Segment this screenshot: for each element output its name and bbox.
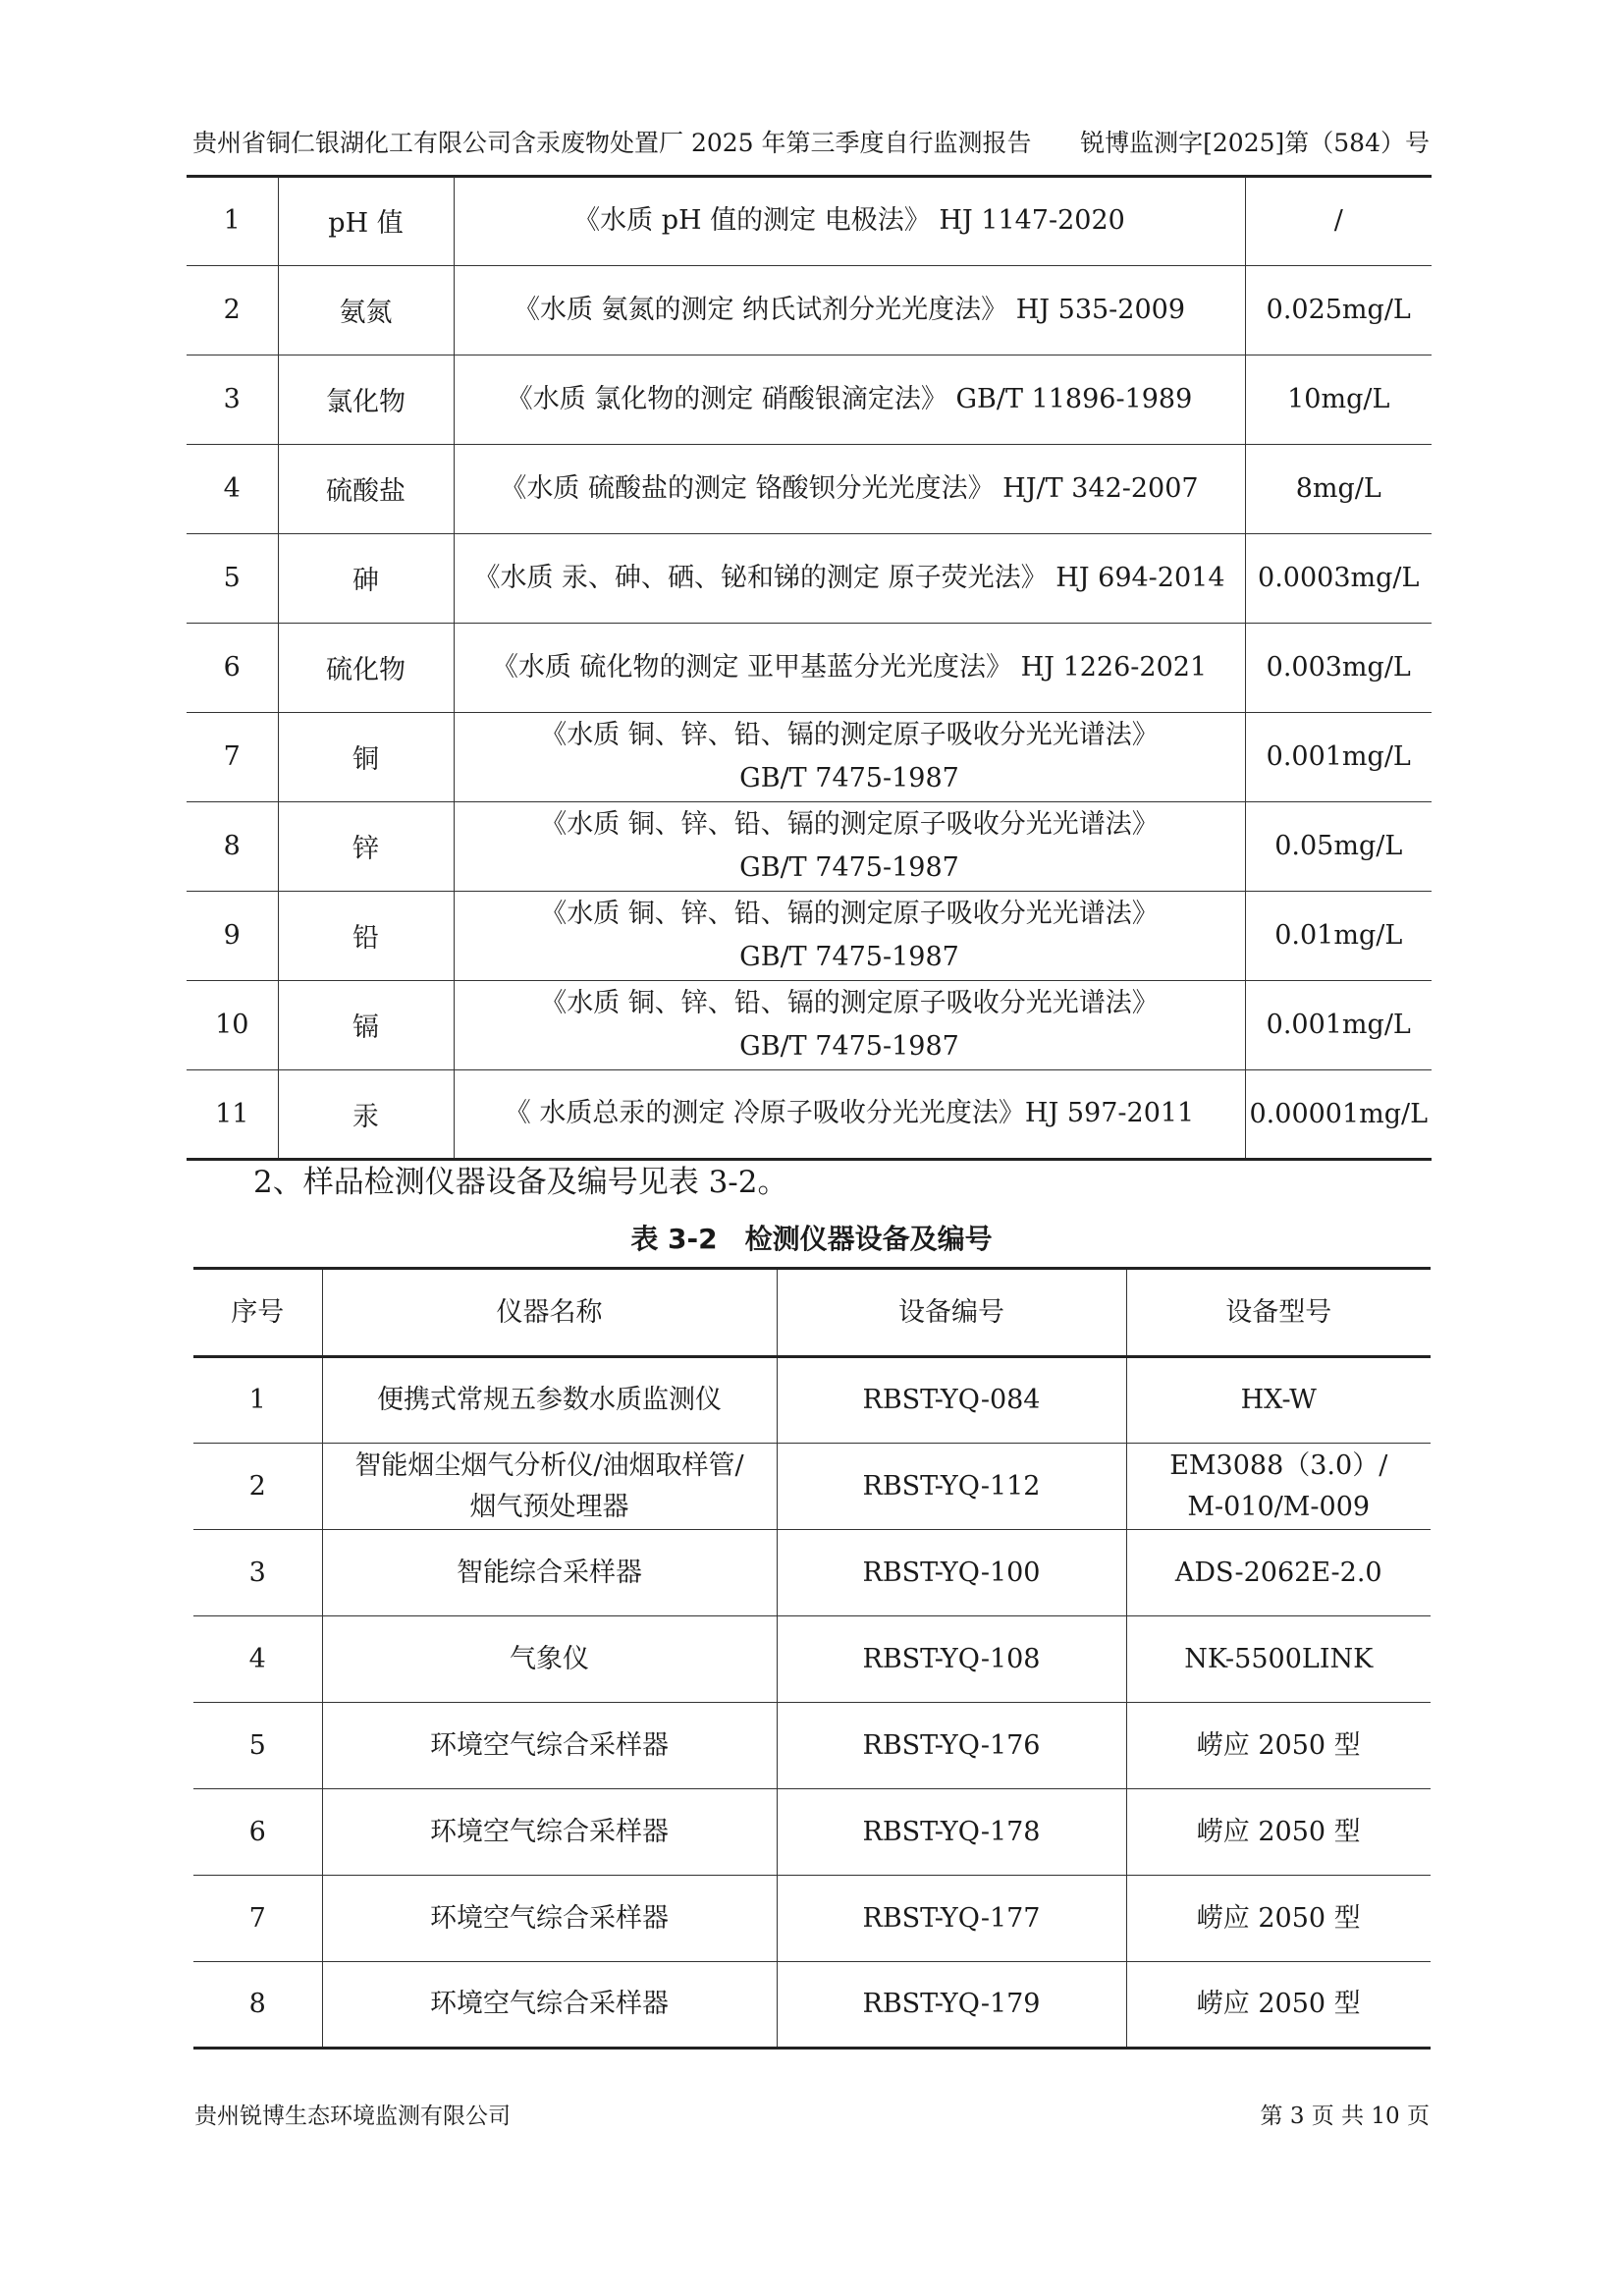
test-method <box>454 801 1245 891</box>
row-number: 7 <box>187 712 278 801</box>
instrument-name <box>322 1444 777 1530</box>
table-row <box>193 1789 1431 1876</box>
instrument-code: RBST-YQ-108 <box>777 1616 1126 1703</box>
row-number: 5 <box>193 1703 322 1789</box>
instrument-model <box>1126 1789 1431 1876</box>
detection-limit: 0.05mg/L <box>1245 801 1432 891</box>
instrument-name-line1: 气象仪 <box>510 1643 589 1674</box>
instrument-table <box>193 1267 1431 2050</box>
test-method <box>454 265 1245 355</box>
test-item: 氨氮 <box>278 265 454 355</box>
instrument-model <box>1126 1703 1431 1789</box>
table-row <box>193 1876 1431 1962</box>
instrument-name-line1: 便携式常规五参数水质监测仪 <box>377 1385 722 1415</box>
table-row <box>187 801 1432 891</box>
instrument-name-line1: 环境空气综合采样器 <box>430 1989 669 2019</box>
row-number: 8 <box>187 801 278 891</box>
row-number: 8 <box>193 1962 322 2049</box>
test-method <box>454 177 1245 265</box>
test-item: pH 值 <box>278 177 454 265</box>
detection-limit: 8mg/L <box>1245 444 1432 533</box>
table-row <box>193 1444 1431 1530</box>
table-row <box>187 891 1432 980</box>
table-row <box>187 1069 1432 1159</box>
instrument-code: RBST-YQ-112 <box>777 1444 1126 1530</box>
test-method-line1: 《水质 铜、锌、铅、镉的测定原子吸收分光光谱法》 <box>540 987 1159 1018</box>
row-number: 2 <box>187 265 278 355</box>
row-number: 7 <box>193 1876 322 1962</box>
row-number: 2 <box>193 1444 322 1530</box>
instrument-model <box>1126 1530 1431 1616</box>
table-row <box>187 623 1432 712</box>
row-number: 5 <box>187 533 278 623</box>
detection-limit: 0.0003mg/L <box>1245 533 1432 623</box>
row-number: 10 <box>187 980 278 1069</box>
instrument-code: RBST-YQ-100 <box>777 1530 1126 1616</box>
test-method-line2: GB/T 7475-1987 <box>739 851 959 883</box>
page-header <box>192 118 1430 161</box>
row-number: 11 <box>187 1069 278 1159</box>
instrument-model <box>1126 1962 1431 2049</box>
instrument-code: RBST-YQ-177 <box>777 1876 1126 1962</box>
detection-limit: 0.00001mg/L <box>1245 1069 1432 1159</box>
table-header-row <box>193 1269 1431 1357</box>
test-method <box>454 444 1245 533</box>
instrument-code: RBST-YQ-176 <box>777 1703 1126 1789</box>
test-item: 铅 <box>278 891 454 980</box>
test-method-line1: 《 水质总汞的测定 冷原子吸收分光光度法》HJ 597-2011 <box>504 1098 1195 1128</box>
header-cell-no: 序号 <box>193 1269 322 1357</box>
test-item: 氯化物 <box>278 355 454 444</box>
instrument-paragraph: 2、样品检测仪器设备及编号见表 3-2。 <box>253 1165 788 1200</box>
test-method-line1: 《水质 铜、锌、铅、镉的测定原子吸收分光光谱法》 <box>540 808 1159 840</box>
table-row <box>187 444 1432 533</box>
instrument-model-line1: 崂应 2050 型 <box>1196 1816 1361 1847</box>
instrument-name-line1: 智能综合采样器 <box>457 1557 642 1588</box>
table-row <box>193 1962 1431 2049</box>
header-cell-model: 设备型号 <box>1126 1269 1431 1357</box>
test-method-line1: 《水质 铜、锌、铅、镉的测定原子吸收分光光谱法》 <box>540 898 1159 929</box>
instrument-name-line1: 环境空气综合采样器 <box>430 1902 669 1934</box>
table-caption <box>0 1218 1623 1257</box>
detection-limit: 0.003mg/L <box>1245 623 1432 712</box>
instrument-model-line1: EM3088（3.0）/ <box>1169 1449 1388 1481</box>
test-method <box>454 533 1245 623</box>
row-number: 4 <box>193 1616 322 1703</box>
instrument-name-line1: 智能烟尘烟气分析仪/油烟取样管/ <box>354 1449 744 1481</box>
instrument-name-line2: 烟气预处理器 <box>469 1491 629 1522</box>
instrument-model <box>1126 1357 1431 1444</box>
test-method-line2: GB/T 7475-1987 <box>739 1030 959 1062</box>
row-number: 9 <box>187 891 278 980</box>
footer-page-info: 第 3 页 共 10 页 <box>1260 2104 1430 2129</box>
instrument-name <box>322 1789 777 1876</box>
test-method <box>454 891 1245 980</box>
row-number: 1 <box>193 1357 322 1444</box>
test-item: 铜 <box>278 712 454 801</box>
table-row <box>187 533 1432 623</box>
instrument-name <box>322 1876 777 1962</box>
instrument-name-line1: 环境空气综合采样器 <box>430 1729 669 1761</box>
instrument-model <box>1126 1876 1431 1962</box>
instrument-name-line1: 环境空气综合采样器 <box>430 1816 669 1847</box>
test-method <box>454 980 1245 1069</box>
test-method-line1: 《水质 硫酸盐的测定 铬酸钡分光光度法》 HJ/T 342-2007 <box>500 472 1199 504</box>
test-method <box>454 623 1245 712</box>
report-number: 锐博监测字[2025]第（584）号 <box>1080 129 1430 157</box>
footer-company: 贵州锐博生态环境监测有限公司 <box>194 2104 511 2129</box>
instrument-code: RBST-YQ-084 <box>777 1357 1126 1444</box>
instrument-model-line1: 崂应 2050 型 <box>1196 1729 1361 1761</box>
test-method-line1: 《水质 氨氮的测定 纳氏试剂分光光度法》 HJ 535-2009 <box>513 294 1186 325</box>
test-method-line1: 《水质 汞、砷、硒、铋和锑的测定 原子荧光法》 HJ 694-2014 <box>473 562 1225 593</box>
table-row <box>193 1616 1431 1703</box>
test-item: 砷 <box>278 533 454 623</box>
header-cell-code: 设备编号 <box>777 1269 1126 1357</box>
row-number: 4 <box>187 444 278 533</box>
instrument-name <box>322 1530 777 1616</box>
report-title: 贵州省铜仁银湖化工有限公司含汞废物处置厂 2025 年第三季度自行监测报告 <box>192 129 1032 157</box>
detection-limit: 0.01mg/L <box>1245 891 1432 980</box>
detection-limit: 0.025mg/L <box>1245 265 1432 355</box>
row-number: 6 <box>187 623 278 712</box>
instrument-model-line1: 崂应 2050 型 <box>1196 1902 1361 1934</box>
detection-limit: 0.001mg/L <box>1245 712 1432 801</box>
test-item: 硫化物 <box>278 623 454 712</box>
instrument-name <box>322 1357 777 1444</box>
header-cell-name: 仪器名称 <box>322 1269 777 1357</box>
instrument-code: RBST-YQ-179 <box>777 1962 1126 2049</box>
detection-limit: / <box>1245 177 1432 265</box>
instrument-model <box>1126 1616 1431 1703</box>
test-method <box>454 712 1245 801</box>
test-method-line1: 《水质 铜、锌、铅、镉的测定原子吸收分光光谱法》 <box>540 719 1159 750</box>
table-row <box>187 355 1432 444</box>
instrument-model-line1: HX-W <box>1240 1385 1317 1415</box>
detection-limit: 10mg/L <box>1245 355 1432 444</box>
test-method <box>454 355 1245 444</box>
instrument-name <box>322 1616 777 1703</box>
test-item: 镉 <box>278 980 454 1069</box>
detection-limit: 0.001mg/L <box>1245 980 1432 1069</box>
table-row <box>187 265 1432 355</box>
row-number: 6 <box>193 1789 322 1876</box>
table-row <box>187 980 1432 1069</box>
test-item: 硫酸盐 <box>278 444 454 533</box>
test-item: 汞 <box>278 1069 454 1159</box>
instrument-name <box>322 1703 777 1789</box>
methods-table <box>187 177 1432 1161</box>
row-number: 3 <box>193 1530 322 1616</box>
row-number: 1 <box>187 177 278 265</box>
test-method-line2: GB/T 7475-1987 <box>739 941 959 972</box>
caption-label: 表 3-2 <box>630 1223 718 1255</box>
instrument-model-line2: M-010/M-009 <box>1187 1491 1371 1522</box>
test-method-line1: 《水质 氯化物的测定 硝酸银滴定法》 GB/T 11896-1989 <box>506 383 1193 414</box>
test-item: 锌 <box>278 801 454 891</box>
test-method-line2: GB/T 7475-1987 <box>739 762 959 793</box>
table-row <box>187 712 1432 801</box>
caption-title: 检测仪器设备及编号 <box>744 1223 993 1255</box>
instrument-name <box>322 1962 777 2049</box>
table-row <box>193 1530 1431 1616</box>
table-row <box>187 177 1432 265</box>
instrument-model-line1: NK-5500LINK <box>1184 1643 1374 1674</box>
table-row <box>193 1703 1431 1789</box>
row-number: 3 <box>187 355 278 444</box>
instrument-model-line1: 崂应 2050 型 <box>1196 1989 1361 2019</box>
test-method <box>454 1069 1245 1159</box>
test-method-line1: 《水质 硫化物的测定 亚甲基蓝分光光度法》 HJ 1226-2021 <box>491 651 1208 683</box>
instrument-model-line1: ADS-2062E-2.0 <box>1174 1557 1382 1588</box>
test-method-line1: 《水质 pH 值的测定 电极法》 HJ 1147-2020 <box>573 204 1125 236</box>
instrument-code: RBST-YQ-178 <box>777 1789 1126 1876</box>
instrument-model <box>1126 1444 1431 1530</box>
table-row <box>193 1357 1431 1444</box>
